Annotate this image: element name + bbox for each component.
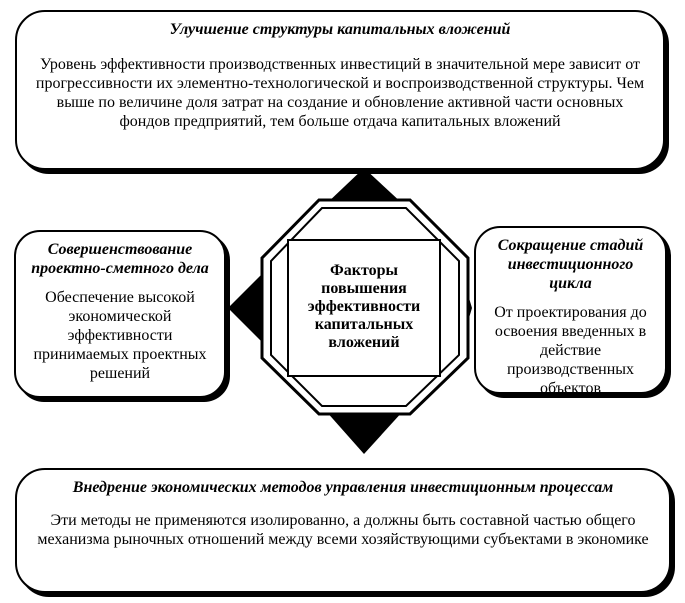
box-left-text: Обеспечение высокой экономической эффективности принимаемых проектных решений [33,289,207,382]
box-bottom-text: Эти методы не применяются изолированно, а должны быть составной частью общего механизма рыночных отношений между всеми хозяйствующими субъектами в экономике [37,512,649,548]
box-right-title: Сокращение стадий инвестиционного цикла [497,237,644,292]
box-right-text: От проектирования до освоения введенных в действие производственных объектов [494,304,647,397]
box-left-title: Совершенствование проектно-сметного дела [31,241,209,277]
box-top-text: Уровень эффективности производственных инвестиций в значительной мере зависит от прогрессивности их элементно-технологической и воспроизводственной структуры. Чем выше по величине доля затрат на создание и обновление активной части основных фондов предприятий, тем больше отдача капитальных вложений [35,56,645,130]
box-investment-cycle [474,226,667,397]
box-top-title: Улучшение структуры капитальных вложений [169,21,511,38]
box-economic-methods [15,468,671,593]
arrow-down [325,410,404,454]
center-label: Факторы повышения эффективности капитальных вложений [307,262,421,351]
box-bottom-title: Внедрение экономических методов управления инвестиционным процессам [72,479,614,496]
box-structure-improvement [15,10,665,170]
box-design-estimate [14,230,226,398]
